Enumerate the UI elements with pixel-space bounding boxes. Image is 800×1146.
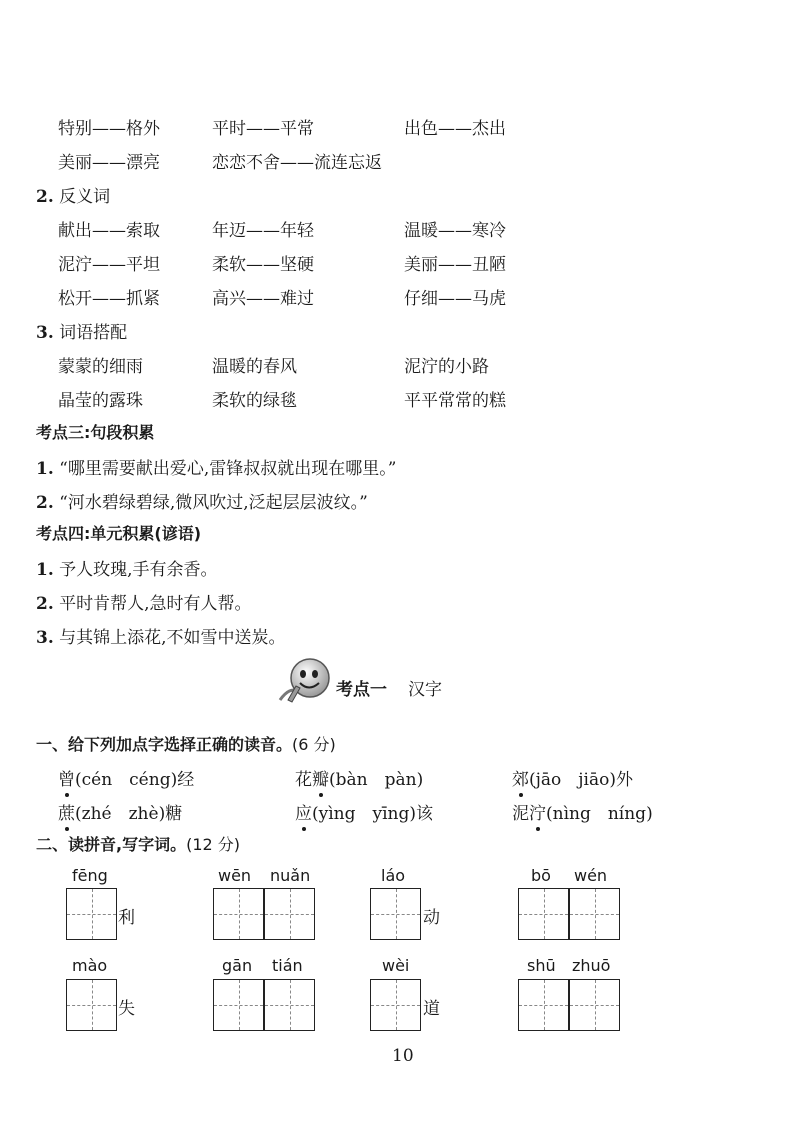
synonym-4: 美丽——漂亮 xyxy=(58,153,160,173)
matching-heading: 3. 词语搭配 xyxy=(36,323,128,343)
writing-box[interactable] xyxy=(370,888,421,940)
antonym-item: 松开——抓紧 xyxy=(58,289,160,309)
pinyin: láo xyxy=(381,866,406,885)
point4-item-2: 2. 平时肯帮人,急时有人帮。 xyxy=(36,594,252,614)
q1-item: 花瓣(bàn pàn) xyxy=(295,765,423,790)
q1-item: 泥泞(nìng níng) xyxy=(512,799,653,824)
writing-box[interactable] xyxy=(264,888,315,940)
antonym-item: 献出——索取 xyxy=(58,221,160,241)
writing-box[interactable] xyxy=(66,979,117,1031)
antonym-item: 仔细——马虎 xyxy=(404,289,506,309)
writing-box[interactable] xyxy=(264,979,315,1031)
antonym-item: 年迈——年轻 xyxy=(212,221,314,241)
matching-item: 平平常常的糕 xyxy=(404,391,506,411)
pinyin: zhuō xyxy=(572,956,611,975)
given-char: 利 xyxy=(118,908,135,928)
synonym-5: 恋恋不舍——流连忘返 xyxy=(212,153,382,173)
matching-item: 晶莹的露珠 xyxy=(58,391,143,411)
pinyin: gān xyxy=(222,956,253,975)
page-number: 10 xyxy=(392,1046,414,1066)
q1-item: 郊(jāo jiāo)外 xyxy=(512,765,633,790)
pinyin: wēn xyxy=(218,866,252,885)
q1-title: 一、给下列加点字选择正确的读音。(6 分) xyxy=(36,735,336,754)
synonym-3: 出色——杰出 xyxy=(404,119,506,139)
point3-title: 考点三:句段积累 xyxy=(36,423,155,442)
antonym-item: 柔软——坚硬 xyxy=(212,255,314,275)
antonym-item: 高兴——难过 xyxy=(212,289,314,309)
writing-box[interactable] xyxy=(213,888,264,940)
given-char: 失 xyxy=(118,999,135,1019)
writing-box[interactable] xyxy=(66,888,117,940)
point3-item-2: 2. “河水碧绿碧绿,微风吹过,泛起层层波纹。” xyxy=(36,493,368,513)
point4-item-1: 1. 予人玫瑰,手有余香。 xyxy=(36,560,218,580)
matching-item: 蒙蒙的细雨 xyxy=(58,357,143,377)
section-badge-topic: 汉字 xyxy=(408,680,442,700)
synonym-1: 特别——格外 xyxy=(58,119,160,139)
point4-item-3: 3. 与其锦上添花,不如雪中送炭。 xyxy=(36,628,286,648)
point3-item-1: 1. “哪里需要献出爱心,雷锋叔叔就出现在哪里。” xyxy=(36,459,397,479)
given-char: 道 xyxy=(423,999,440,1019)
q1-item: 曾(cén céng)经 xyxy=(58,765,194,790)
matching-item: 柔软的绿毯 xyxy=(212,391,297,411)
writing-box[interactable] xyxy=(569,979,620,1031)
pinyin: bō xyxy=(531,866,551,885)
pinyin: nuǎn xyxy=(270,866,311,885)
antonym-item: 美丽——丑陋 xyxy=(404,255,506,275)
pinyin: fēng xyxy=(72,866,108,885)
matching-item: 温暖的春风 xyxy=(212,357,297,377)
pinyin: mào xyxy=(72,956,108,975)
antonym-item: 温暖——寒冷 xyxy=(404,221,506,241)
matching-item: 泥泞的小路 xyxy=(404,357,489,377)
pinyin: tián xyxy=(272,956,303,975)
antonym-item: 泥泞——平坦 xyxy=(58,255,160,275)
q1-item: 蔗(zhé zhè)糖 xyxy=(58,799,182,824)
pinyin: shū xyxy=(527,956,556,975)
q2-title: 二、读拼音,写字词。(12 分) xyxy=(36,835,241,854)
writing-box[interactable] xyxy=(569,888,620,940)
antonyms-heading: 2. 反义词 xyxy=(36,187,111,207)
q1-item: 应(yìng yīng)该 xyxy=(295,799,433,824)
writing-box[interactable] xyxy=(370,979,421,1031)
writing-box[interactable] xyxy=(213,979,264,1031)
writing-box[interactable] xyxy=(518,979,569,1031)
section-badge-label: 考点一 xyxy=(336,680,387,700)
writing-box[interactable] xyxy=(518,888,569,940)
pinyin: wèi xyxy=(382,956,410,975)
pinyin: wén xyxy=(574,866,608,885)
synonym-2: 平时——平常 xyxy=(212,119,314,139)
smiley-icon xyxy=(276,656,336,706)
given-char: 动 xyxy=(423,908,440,928)
point4-title: 考点四:单元积累(谚语) xyxy=(36,524,202,543)
